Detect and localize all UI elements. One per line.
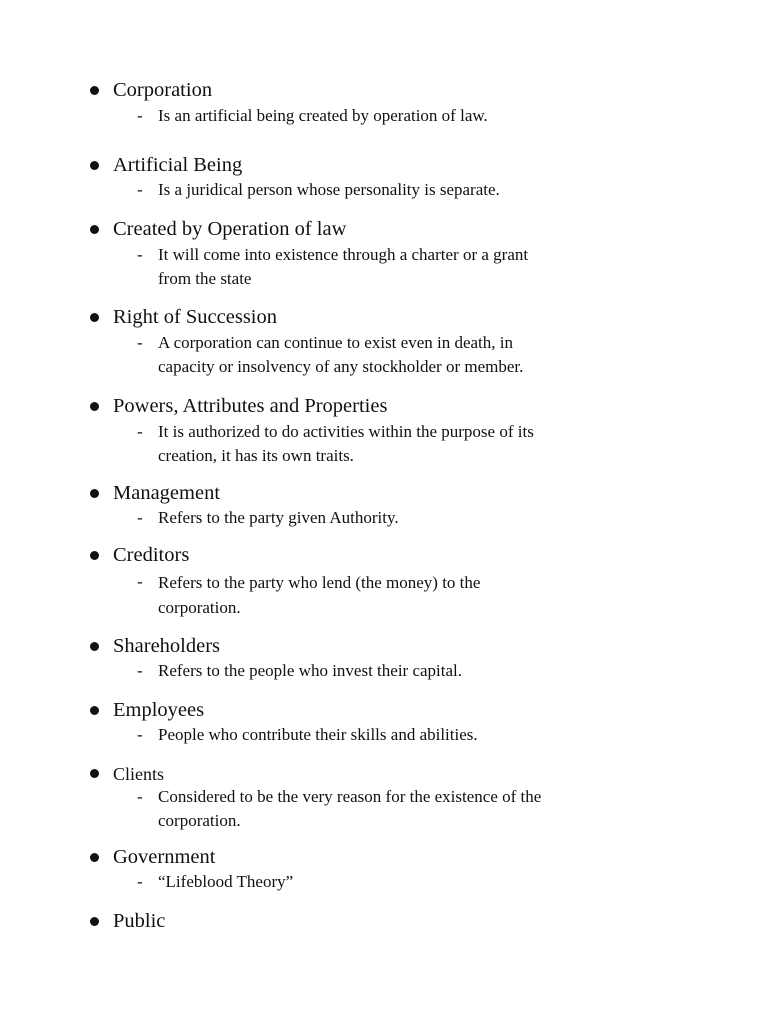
term-title: Shareholders [113, 635, 221, 657]
term-title: Artificial Being [113, 154, 243, 176]
dash-marker: - [137, 872, 143, 891]
dash-marker: - [137, 245, 143, 264]
term-title: Public [113, 910, 166, 932]
dash-marker: - [137, 106, 143, 125]
bullet-icon [90, 86, 99, 95]
term-title: Employees [113, 699, 205, 721]
term-title: Clients [113, 764, 165, 784]
bullet-icon [90, 706, 99, 715]
term-definition: Refers to the party given Authority. [158, 508, 399, 527]
term-definition: “Lifeblood Theory” [158, 872, 294, 891]
term-title: Creditors [113, 544, 190, 566]
term-definition: People who contribute their skills and abilities. [158, 725, 478, 744]
bullet-icon [90, 161, 99, 170]
term-definition: It will come into existence through a charter or a grant from the state [158, 245, 529, 288]
bullet-icon [90, 853, 99, 862]
term-definition: A corporation can continue to exist even in death, in capacity or insolvency of any stockholder or member. [158, 333, 524, 376]
term-title: Right of Succession [113, 306, 277, 328]
dash-marker: - [137, 787, 143, 806]
dash-marker: - [137, 508, 143, 527]
bullet-icon [90, 489, 99, 498]
dash-marker: - [137, 661, 143, 680]
term-definition: Considered to be the very reason for the existence of the corporation. [158, 787, 542, 830]
dash-marker: - [137, 572, 143, 591]
term-definition: Is a juridical person whose personality is separate. [158, 180, 500, 199]
term-title: Powers, Attributes and Properties [113, 395, 388, 417]
bullet-icon [90, 769, 99, 778]
term-title: Created by Operation of law [113, 218, 347, 240]
bullet-icon [90, 313, 99, 322]
bullet-icon [90, 402, 99, 411]
term-title: Management [113, 482, 221, 504]
bullet-icon [90, 551, 99, 560]
bullet-icon [90, 225, 99, 234]
dash-marker: - [137, 180, 143, 199]
bullet-icon [90, 642, 99, 651]
dash-marker: - [137, 333, 143, 352]
dash-marker: - [137, 725, 143, 744]
term-definition: It is authorized to do activities within the purpose of its creation, it has its own traits. [158, 422, 534, 465]
term-definition: Refers to the party who lend (the money) to the corporation. [158, 573, 481, 617]
term-title: Corporation [113, 79, 213, 101]
term-definition: Refers to the people who invest their capital. [158, 661, 463, 680]
term-title: Government [113, 846, 216, 868]
dash-marker: - [137, 422, 143, 441]
bullet-icon [90, 917, 99, 926]
term-definition: Is an artificial being created by operation of law. [158, 106, 488, 125]
